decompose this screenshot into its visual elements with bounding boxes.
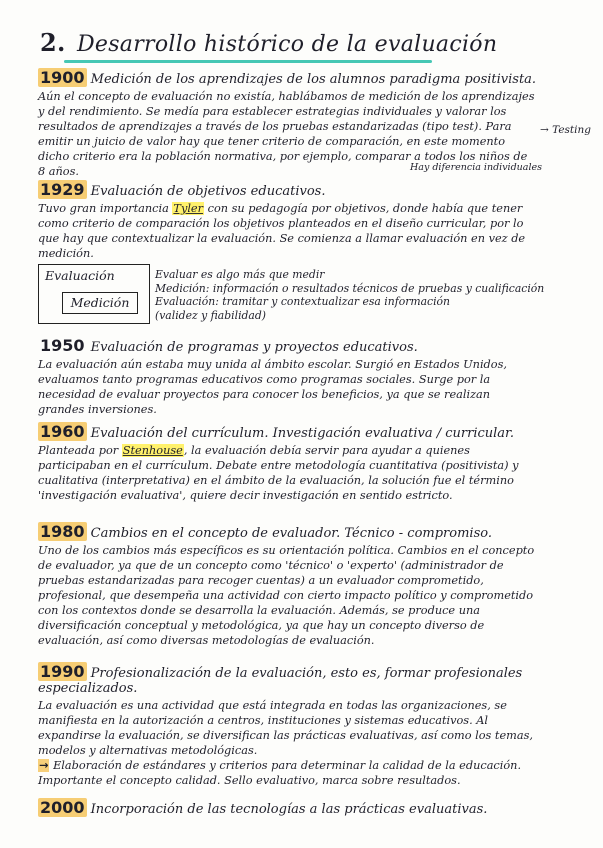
diagram-notes: [155, 268, 544, 322]
section-1990: [38, 664, 538, 758]
section-body: Tuvo gran importancia Tyler con su pedagogía por objetivos, donde había que tener como criterio de comparación los objetivos planteados en el diseño curricular, por lo que hay que contextualizar la evaluación. Se comienza a llamar evaluación en vez de medición.: [38, 202, 526, 260]
section-heading: Evaluación de programas y proyectos educativos.: [90, 340, 418, 355]
evaluation-box-label: Evaluación: [45, 268, 115, 283]
measurement-box: Medición: [62, 292, 138, 314]
title-number: 2.: [40, 28, 66, 57]
section-body: Uno de los cambios más específicos es su orientación política. Cambios en el concepto de evaluador, ya que de un concepto como 'técnico' o 'experto' (administrador de pruebas estandarizadas para recoger cuentas) a un evaluador comprometido, profesional, que desempeña una actividad con cierto impacto político y comprometido con los contextos donde se desarrolla la evaluación. Además, se produce una diversificación conceptual y metodológica, ya que hay un concepto diverso de evaluación, así como diversas metodologías de evaluación.: [38, 544, 535, 647]
section-heading: Profesionalización de la evaluación, esto es, formar profesionales especializados.: [38, 666, 523, 696]
year-label: 2000: [40, 798, 85, 817]
diagram-note: Evaluación: tramitar y contextualizar esa información: [155, 295, 450, 308]
year-label: 1980: [40, 522, 85, 541]
arrow-icon: →: [39, 759, 49, 772]
testing-note: → Testing: [540, 124, 591, 136]
section-heading: Evaluación de objetivos educativos.: [90, 184, 326, 199]
stenhouse-highlight: Stenhouse: [122, 444, 183, 457]
year-label: 1960: [40, 422, 85, 441]
diagram-note: (validez y fiabilidad): [155, 308, 266, 322]
year-label: 1950: [40, 336, 85, 355]
standards-text: Elaboración de estándares y criterios para determinar la calidad de la educación. Importante el concepto calidad. Sello evaluativo, marca sobre resultados.: [38, 759, 522, 787]
year-label: 1990: [40, 662, 85, 681]
diagram-note: Medición: información o resultados técnicos de pruebas y cualificación: [155, 281, 545, 295]
year-label: 1929: [40, 180, 85, 199]
section-1960: [38, 424, 538, 503]
title-text: Desarrollo histórico de la evaluación: [76, 32, 498, 57]
section-1929: [38, 182, 538, 261]
section-heading: Evaluación del currículum. Investigación evaluativa / curricular.: [90, 426, 514, 441]
section-heading: Medición de los aprendizajes de los alumnos paradigma positivista.: [90, 72, 537, 87]
section-1980: [38, 524, 538, 648]
page-title: [40, 28, 497, 57]
standards-note: [38, 758, 538, 788]
diagram-note: Evaluar es algo más que medir: [155, 268, 325, 281]
section-body: La evaluación es una actividad que está integrada en todas las organizaciones, se manifiesta en la autorización a centros, instituciones y sistemas educativos. Al expandirse la evaluación, se diversifican las prácticas evaluativas, así como los temas, modelos y alternativas metodológicas.: [38, 699, 533, 757]
individual-differences-note: Hay diferencia individuales: [410, 162, 542, 173]
section-body: Aún el concepto de evaluación no existía, hablábamos de medición de los aprendizajes y del rendimiento. Se medía para establecer estrategias individuales y valorar los resultados de aprendizajes a través de los pruebas estandarizadas (tipo test). Para emitir un juicio de valor hay que tener criterio de comparación, en este momento dicho criterio era la población normativa, por ejemplo, comparar a todos los niños de 8 años.: [38, 90, 535, 178]
section-body: Planteada por Stenhouse, la evaluación debía servir para ayudar a quienes participaban en el currículum. Debate entre metodología cuantitativa (positivista) y cualitativa (interpretativa) en el ámbito de la evaluación, la solución fue el término 'investigación evaluativa', quiere decir investigación en sentido estricto.: [38, 444, 519, 502]
section-1950: [38, 338, 538, 417]
section-2000: [38, 800, 538, 817]
year-label: 1900: [40, 68, 85, 87]
section-body: La evaluación aún estaba muy unida al ámbito escolar. Surgió en Estados Unidos, evaluamos tanto programas educativos como programas sociales. Surge por la necesidad de evaluar proyectos para conocer los beneficios, ya que se realizan grandes inversiones.: [38, 358, 507, 416]
section-heading: Cambios en el concepto de evaluador. Técnico - compromiso.: [90, 526, 492, 541]
section-heading: Incorporación de las tecnologías a las prácticas evaluativas.: [90, 802, 488, 817]
tyler-highlight: Tyler: [173, 202, 204, 215]
title-underline: [64, 60, 432, 63]
